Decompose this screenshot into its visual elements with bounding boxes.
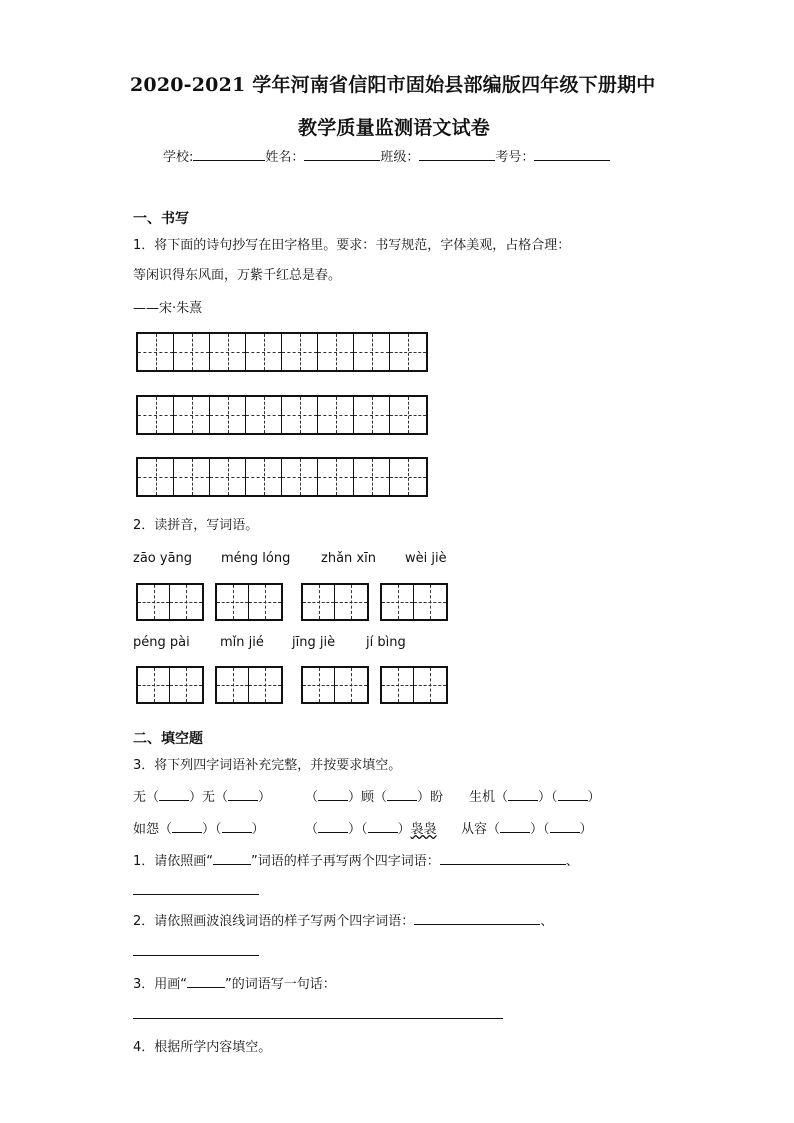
grid-cell[interactable] [246, 459, 282, 495]
grid-cell[interactable] [138, 668, 170, 702]
word-grid-2[interactable] [215, 583, 283, 621]
idiom-3: 生机（ ）（ ） [469, 790, 601, 805]
exam-title-line2: 教学质量监测语文试卷 [298, 117, 491, 139]
grid-cell[interactable] [414, 668, 446, 702]
grid-cell[interactable] [354, 397, 390, 433]
grid-cell[interactable] [335, 668, 367, 702]
pinyin-5: péng pài [133, 635, 190, 650]
idiom-1: 无（ ）无（ ） [133, 790, 272, 805]
grid-cell[interactable] [174, 459, 210, 495]
poem-author: ——宋·朱熹 [133, 301, 203, 316]
grid-cell[interactable] [138, 459, 174, 495]
grid-cell[interactable] [414, 585, 446, 619]
grid-cell[interactable] [174, 397, 210, 433]
grid-cell[interactable] [249, 585, 281, 619]
idiom-6: 从容（ ）（ ） [461, 822, 593, 837]
writing-grid-row2[interactable] [136, 395, 428, 435]
sub-question-1: 1．请依照画“ ”词语的样子再写两个四字词语： 、 [133, 854, 579, 869]
name-label: 姓名： [265, 150, 305, 165]
school-label: 学校: [163, 150, 194, 165]
grid-cell[interactable] [282, 459, 318, 495]
writing-grid-row3[interactable] [136, 457, 428, 497]
grid-cell[interactable] [210, 334, 246, 370]
grid-cell[interactable] [210, 459, 246, 495]
grid-cell[interactable] [335, 585, 367, 619]
word-grid-1[interactable] [136, 583, 204, 621]
grid-cell[interactable] [138, 397, 174, 433]
grid-cell[interactable] [217, 585, 249, 619]
grid-cell[interactable] [217, 668, 249, 702]
pinyin-6: mǐn jié [220, 635, 264, 650]
grid-cell[interactable] [303, 585, 335, 619]
name-blank[interactable] [304, 148, 380, 161]
sub-question-2: 2．请依照画波浪线词语的样子写两个四字词语： 、 [133, 914, 554, 929]
idiom-blank[interactable] [172, 821, 202, 833]
info-line [163, 146, 610, 165]
idiom-blank[interactable] [228, 789, 258, 801]
grid-cell[interactable] [246, 334, 282, 370]
grid-cell[interactable] [282, 397, 318, 433]
word-grid-8[interactable] [380, 666, 448, 704]
grid-cell[interactable] [354, 459, 390, 495]
pinyin-8: jí bìng [366, 635, 406, 650]
word-grid-6[interactable] [215, 666, 283, 704]
grid-cell[interactable] [318, 459, 354, 495]
school-blank[interactable] [193, 148, 265, 161]
grid-cell[interactable] [390, 397, 426, 433]
grid-cell[interactable] [390, 459, 426, 495]
idiom-5: （ ）（ ）袅袅 [305, 822, 437, 837]
pinyin-7: jīng jiè [292, 635, 336, 650]
sentence-answer-line[interactable] [133, 1018, 503, 1019]
grid-cell[interactable] [303, 668, 335, 702]
q1-prompt: 1．将下面的诗句抄写在田字格里。要求：书写规范，字体美观，占格合理： [133, 238, 571, 253]
idiom-blank[interactable] [222, 821, 252, 833]
exam-title-line1: 2020-2021 学年河南省信阳市固始县部编版四年级下册期中 [130, 74, 656, 96]
wavy-underlined-word: 袅袅 [410, 822, 437, 837]
underline-sample [187, 976, 225, 988]
word-grid-5[interactable] [136, 666, 204, 704]
grid-cell[interactable] [246, 397, 282, 433]
word-grid-4[interactable] [380, 583, 448, 621]
poem-line: 等闲识得东风面，万紫千红总是春。 [133, 268, 342, 283]
q3-prompt: 3．将下列四字词语补充完整，并按要求填空。 [133, 758, 402, 773]
section2-heading: 二、填空题 [133, 731, 203, 747]
answer-line[interactable] [133, 894, 259, 895]
pinyin-2: méng lóng [221, 551, 291, 566]
q4-prompt: 4．根据所学内容填空。 [133, 1040, 272, 1055]
writing-grid-row1[interactable] [136, 332, 428, 372]
idiom-2: （ ）顾（ ）盼 [305, 790, 444, 805]
answer-blank[interactable] [440, 853, 566, 865]
grid-cell[interactable] [282, 334, 318, 370]
word-grid-3[interactable] [301, 583, 369, 621]
idiom-blank[interactable] [387, 789, 417, 801]
idiom-blank[interactable] [368, 821, 398, 833]
pinyin-1: zāo yāng [133, 551, 193, 566]
grid-cell[interactable] [210, 397, 246, 433]
section1-heading: 一、书写 [133, 211, 189, 227]
grid-cell[interactable] [318, 334, 354, 370]
idiom-blank[interactable] [159, 789, 189, 801]
idiom-blank[interactable] [508, 789, 538, 801]
class-blank[interactable] [419, 148, 495, 161]
exam-no-blank[interactable] [534, 148, 610, 161]
grid-cell[interactable] [138, 585, 170, 619]
grid-cell[interactable] [170, 668, 202, 702]
grid-cell[interactable] [174, 334, 210, 370]
q2-prompt: 2．读拼音，写词语。 [133, 518, 259, 533]
grid-cell[interactable] [138, 334, 174, 370]
grid-cell[interactable] [249, 668, 281, 702]
underline-sample [213, 853, 251, 865]
pinyin-4: wèi jiè [405, 551, 447, 566]
grid-cell[interactable] [390, 334, 426, 370]
idiom-4: 如怨（ ）（ ） [133, 822, 265, 837]
word-grid-7[interactable] [301, 666, 369, 704]
grid-cell[interactable] [382, 585, 414, 619]
grid-cell[interactable] [170, 585, 202, 619]
idiom-blank[interactable] [318, 821, 348, 833]
exam-no-label: 考号： [495, 150, 535, 165]
pinyin-3: zhǎn xīn [321, 551, 376, 566]
answer-blank[interactable] [414, 913, 540, 925]
idiom-blank[interactable] [500, 821, 530, 833]
idiom-blank[interactable] [318, 789, 348, 801]
idiom-blank[interactable] [550, 821, 580, 833]
answer-line[interactable] [133, 955, 259, 956]
grid-cell[interactable] [354, 334, 390, 370]
grid-cell[interactable] [318, 397, 354, 433]
grid-cell[interactable] [382, 668, 414, 702]
class-label: 班级： [380, 150, 420, 165]
sub-question-3: 3．用画“ ”的词语写一句话： [133, 977, 336, 992]
idiom-blank[interactable] [558, 789, 588, 801]
